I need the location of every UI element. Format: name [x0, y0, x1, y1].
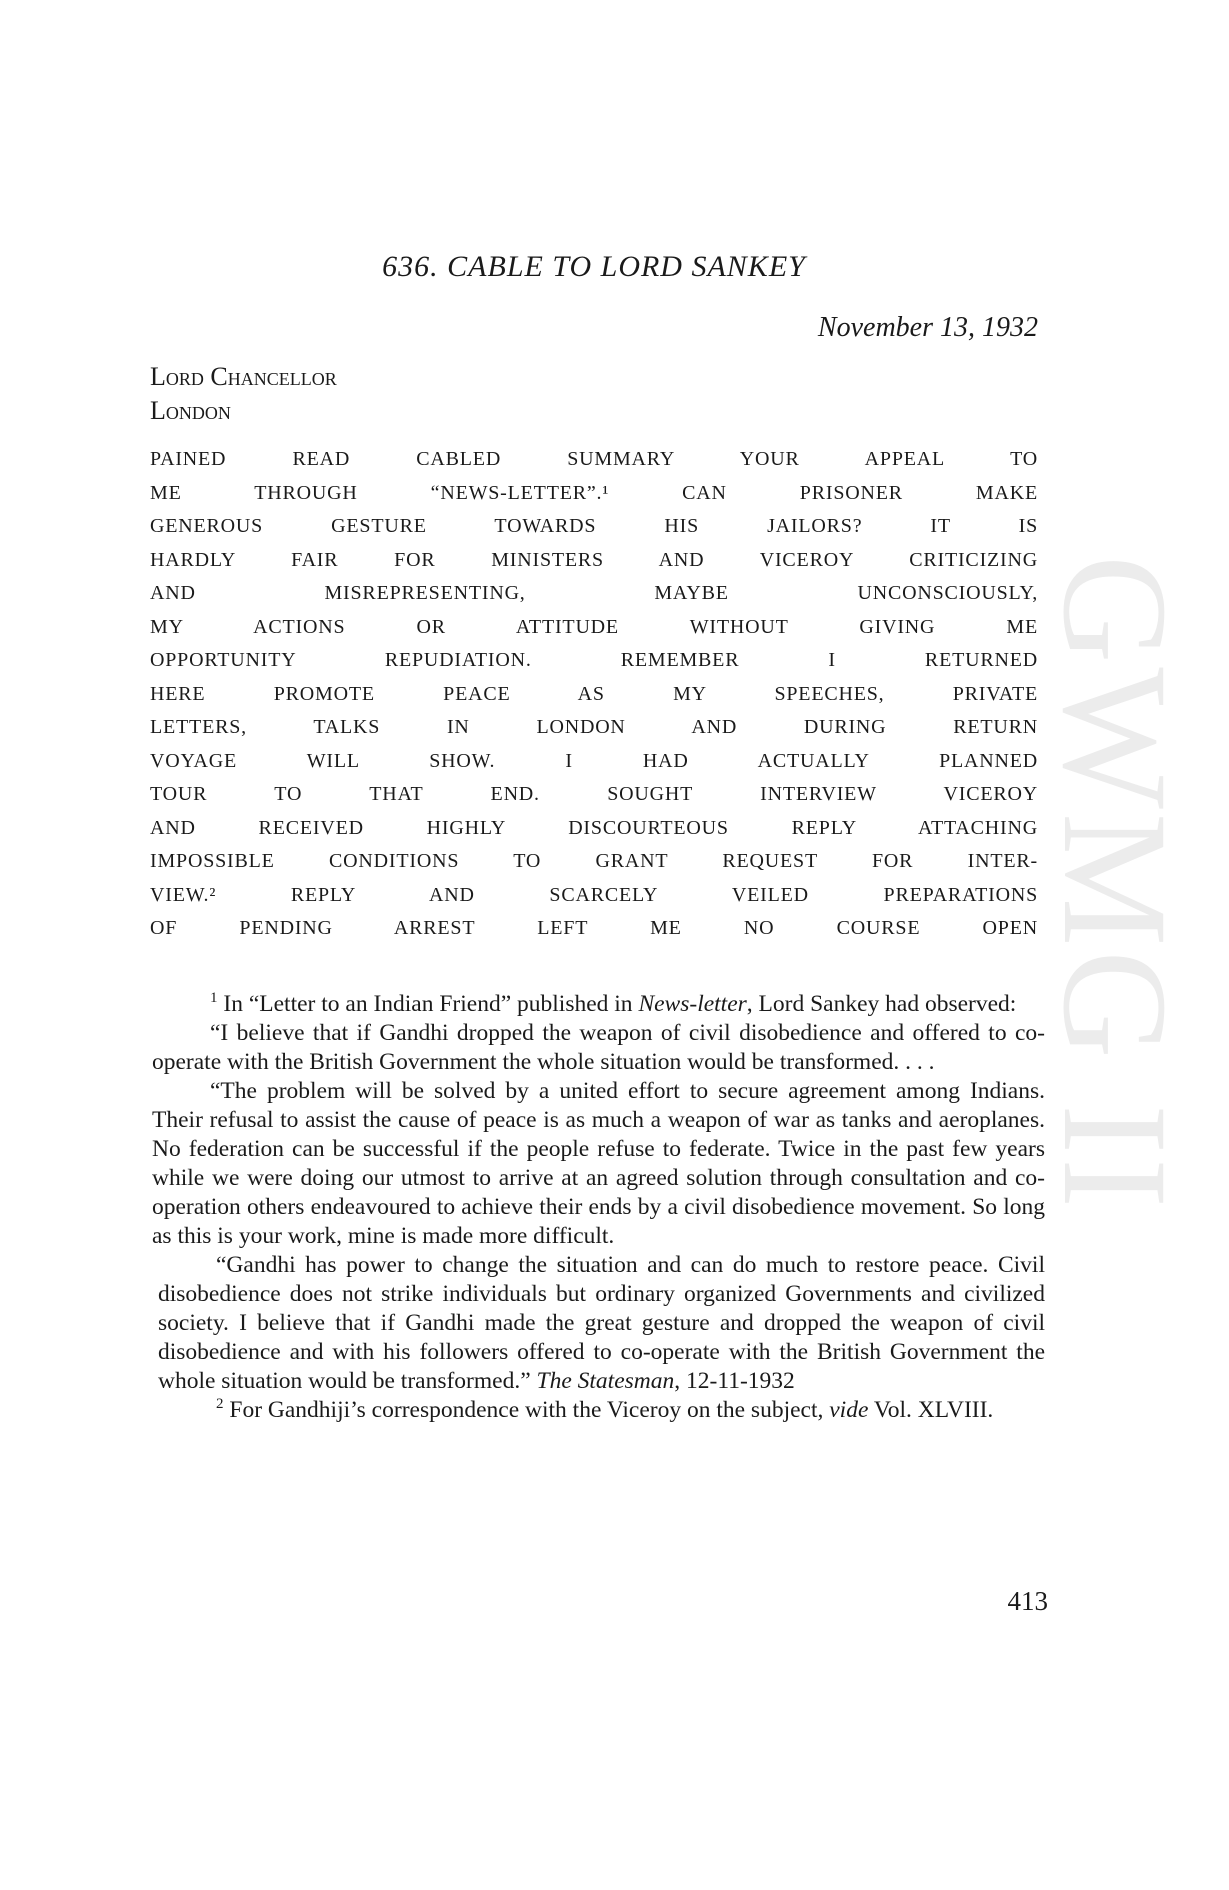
quote-source: The Statesman — [536, 1368, 675, 1394]
cable-text — [150, 443, 1038, 946]
addressee-line: London — [150, 396, 231, 425]
footnote-text: , Lord Sankey had observed: — [746, 991, 1017, 1017]
cable-line: AND RECEIVED HIGHLY DISCOURTEOUS REPLY ATTACHING — [150, 816, 1038, 839]
cable-line: HERE PROMOTE PEACE AS MY SPEECHES, PRIVATE — [150, 682, 1038, 705]
quote-paragraph: “The problem will be solved by a united effort to secure agreement among Indians. Their refusal to assist the cause of peace is as much a weapon of war as tanks and aeroplanes. No federation can be successful if the people refuse to federate. Twice in the past few years while we were doing our utmost to arrive at an agreed solution through consultation and co-operation others endeavoured to achieve their ends by a civil disobedience movement. So long as this is your work, mine is made more difficult. — [152, 1078, 1045, 1249]
cable-line: LETTERS, TALKS IN LONDON AND DURING RETURN — [150, 716, 1038, 738]
footnote-2 — [152, 1396, 1045, 1425]
cable-line: TOUR TO THAT END. SOUGHT INTERVIEW VICEROY — [150, 783, 1038, 805]
footnote-vide: vide — [829, 1397, 869, 1423]
cable-line: PAINED READ CABLED SUMMARY YOUR APPEAL TO — [150, 448, 1038, 470]
footnote-text: In “Letter to an Indian Friend” published in — [217, 991, 639, 1017]
quote-paragraph: “I believe that if Gandhi dropped the weapon of civil disobedience and offered to co-operate with the British Government the whole situation would be transformed. . . . — [152, 1020, 1045, 1075]
cable-line: HARDLY FAIR FOR MINISTERS AND VICEROY CRITICIZING — [150, 548, 1038, 571]
cable-line: ME THROUGH “NEWS-LETTER”.¹ CAN PRISONER MAKE — [150, 481, 1038, 504]
footnote-1 — [152, 990, 1045, 1019]
watermark: GWMG II — [1032, 555, 1198, 1213]
cable-line: VOYAGE WILL SHOW. I HAD ACTUALLY PLANNED — [150, 749, 1038, 772]
cable-line: OPPORTUNITY REPUDIATION. REMEMBER I RETURNED — [150, 649, 1038, 671]
footnotes — [152, 990, 1045, 1425]
quote-text: “Gandhi has power to change the situation and can do much to restore peace. Civil disobedience does not strike individuals but ordinary organized Governments and civilized society. I believe that if Gandhi made the great gesture and dropped the weapon of civil disobedience and with his followers offered to co-operate with the British Government the whole situation would be transformed.” — [158, 1252, 1045, 1394]
cable-line: VIEW.² REPLY AND SCARCELY VEILED PREPARATIONS — [150, 883, 1038, 906]
footnote-text: Vol. XLVIII. — [868, 1397, 994, 1423]
cable-line: IMPOSSIBLE CONDITIONS TO GRANT REQUEST FOR INTER- — [150, 850, 1038, 872]
footnote-marker: 2 — [216, 1396, 224, 1413]
cable-line: AND MISREPRESENTING, MAYBE UNCONSCIOUSLY, — [150, 582, 1038, 604]
letter-date: November 13, 1932 — [817, 312, 1038, 343]
quote-paragraph — [152, 1251, 1045, 1396]
footnote-marker: 1 — [210, 990, 218, 1007]
addressee — [150, 360, 337, 428]
cable-line: GENEROUS GESTURE TOWARDS HIS JAILORS? IT IS — [150, 515, 1038, 537]
cable-line: OF PENDING ARREST LEFT ME NO COURSE OPEN — [150, 917, 1038, 939]
page-title: 636. CABLE TO LORD SANKEY — [382, 250, 806, 283]
footnote-source: News-letter — [638, 991, 747, 1017]
page-number: 413 — [1007, 1586, 1048, 1616]
quote-date: , 12-11-1932 — [674, 1368, 795, 1394]
footnote-text: For Gandhiji’s correspondence with the Viceroy on the subject, — [223, 1397, 830, 1423]
addressee-line: Lord Chancellor — [150, 362, 337, 391]
cable-line: MY ACTIONS OR ATTITUDE WITHOUT GIVING ME — [150, 615, 1038, 638]
